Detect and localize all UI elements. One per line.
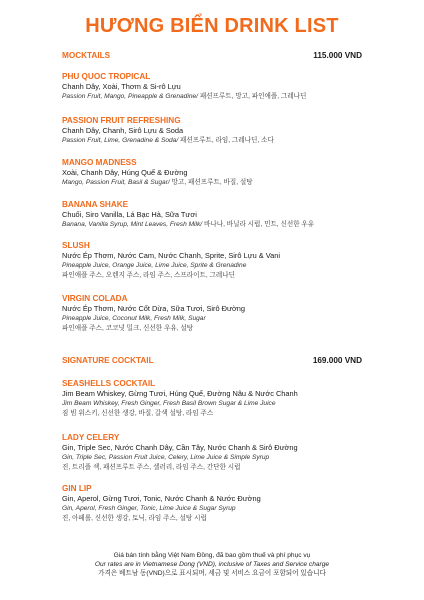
item-description bbox=[62, 136, 362, 146]
item-english: Jim Beam Whiskey, Fresh Ginger, Fresh Basil Brown Sugar & Lime Juice bbox=[62, 400, 276, 407]
mocktails-price: 115.000 VND bbox=[313, 51, 362, 60]
item-vietnamese: Gin, Aperol, Gừng Tươi, Tonic, Nước Chanh & Nước Đường bbox=[62, 494, 261, 503]
item-korean: 바나나, 바닐라 시럽, 민트, 신선한 우유 bbox=[202, 221, 315, 228]
menu-item-phu-quoc-tropical bbox=[62, 71, 362, 102]
item-english: Passion Fruit, Mango, Pineapple & Grenadine/ bbox=[62, 93, 198, 100]
item-vietnamese: Gin, Triple Sec, Nước Chanh Dây, Cần Tây, Nước Chanh & Sirô Đường bbox=[62, 443, 298, 452]
menu-item-lady-celery bbox=[62, 432, 362, 472]
signature-price: 169.000 VND bbox=[312, 356, 362, 365]
item-name: BANANA SHAKE bbox=[62, 200, 129, 209]
menu-item-mango-madness bbox=[62, 157, 362, 188]
menu-item-virgin-colada bbox=[62, 293, 362, 333]
pricing-note-vietnamese: Giá bán tính bằng Việt Nam Đồng, đã bao gồm thuế và phí phục vụ bbox=[113, 552, 311, 559]
item-name: PASSION FRUIT REFRESHING bbox=[62, 116, 181, 125]
item-korean: 진, 트리플 섹, 패션프루트 주스, 셀러리, 라임 주스, 간단한 시럽 bbox=[62, 463, 241, 471]
item-name: SEASHELLS COCKTAIL bbox=[62, 379, 156, 388]
item-english: Passion Fruit, Lime, Grenadine & Soda/ bbox=[62, 137, 179, 144]
signature-header bbox=[62, 356, 362, 368]
item-description bbox=[62, 178, 362, 188]
item-korean: 망고, 패션프루트, 바질, 설탕 bbox=[169, 179, 253, 186]
menu-item-seashells-cocktail bbox=[62, 378, 362, 418]
signature-heading: SIGNATURE COCKTAIL bbox=[62, 356, 154, 365]
item-english: Banana, Vanilla Syrup, Mint Leaves, Fresh Milk/ bbox=[62, 221, 203, 228]
menu-item-passion-fruit-refreshing bbox=[62, 115, 362, 146]
item-english: Pineapple Juice, Coconut Milk, Fresh Milk, Sugar bbox=[62, 315, 206, 322]
item-korean: 파인애플 주스, 코코넛 밀크, 신선한 우유, 설탕 bbox=[62, 324, 194, 332]
item-english: Gin, Aperol, Fresh Ginger, Tonic, Lime Juice & Sugar Syrup bbox=[62, 505, 236, 512]
mocktails-header bbox=[62, 51, 362, 63]
item-english: Gin, Triple Sec, Passion Fruit Juice, Celery, Lime Juice & Simple Syrup bbox=[62, 454, 270, 461]
item-korean: 패션프루트, 라임, 그레나딘, 소다 bbox=[178, 137, 274, 144]
pricing-note-korean: 가격은 베트남 동(VND)으로 표시되며, 세금 및 서비스 요금이 포함되어 있습니다 bbox=[98, 570, 326, 578]
item-korean: 진, 아페롤, 신선한 생강, 토닉, 라임 주스, 설탕 시럽 bbox=[62, 514, 207, 522]
item-name: GIN LIP bbox=[62, 484, 92, 493]
item-description bbox=[62, 220, 362, 230]
item-name: VIRGIN COLADA bbox=[62, 294, 128, 303]
item-name: PHU QUOC TROPICAL bbox=[62, 72, 151, 81]
item-vietnamese: Chuối, Siro Vanilla, Lá Bạc Hà, Sữa Tươi bbox=[62, 210, 197, 219]
mocktails-heading: MOCKTAILS bbox=[62, 51, 111, 60]
item-english: Mango, Passion Fruit, Basil & Sugar/ bbox=[62, 179, 170, 186]
item-description bbox=[62, 92, 362, 102]
item-english: Pineapple Juice, Orange Juice, Lime Juice, Sprite & Grenadine bbox=[62, 262, 247, 269]
page-title: HƯƠNG BIỂN DRINK LIST bbox=[85, 15, 339, 37]
pricing-note-english: Our rates are in Vietnamese Dong (VND), inclusive of Taxes and Service charge bbox=[94, 561, 330, 569]
item-korean: 패션프루트, 망고, 파인애플, 그레나딘 bbox=[197, 93, 307, 100]
item-korean: 파인애플 주스, 오렌지 주스, 라임 주스, 스프라이트, 그레나딘 bbox=[62, 271, 236, 279]
menu-item-banana-shake bbox=[62, 199, 362, 230]
item-vietnamese: Nước Ép Thơm, Nước Cốt Dừa, Sữa Tươi, Sirô Đường bbox=[62, 304, 246, 313]
item-name: SLUSH bbox=[62, 241, 90, 250]
item-vietnamese: Chanh Dây, Xoài, Thơm & Si-rô Lựu bbox=[62, 82, 181, 91]
item-vietnamese: Nước Ép Thơm, Nước Cam, Nước Chanh, Sprite, Sirô Lựu & Vani bbox=[62, 251, 280, 260]
menu-item-gin-lip bbox=[62, 483, 362, 523]
item-vietnamese: Chanh Dây, Chanh, Sirô Lựu & Soda bbox=[62, 126, 184, 135]
menu-item-slush bbox=[62, 240, 362, 280]
item-korean: 짐 빔 위스키, 신선한 생강, 바질, 갈색 설탕, 라임 주스 bbox=[62, 409, 214, 417]
pricing-note bbox=[0, 551, 424, 579]
item-vietnamese: Xoài, Chanh Dây, Húng Quế & Đường bbox=[62, 168, 188, 177]
item-vietnamese: Jim Beam Whiskey, Gừng Tươi, Húng Quế, Đường Nâu & Nước Chanh bbox=[62, 389, 298, 398]
item-name: MANGO MADNESS bbox=[62, 158, 137, 167]
item-name: LADY CELERY bbox=[62, 433, 120, 442]
